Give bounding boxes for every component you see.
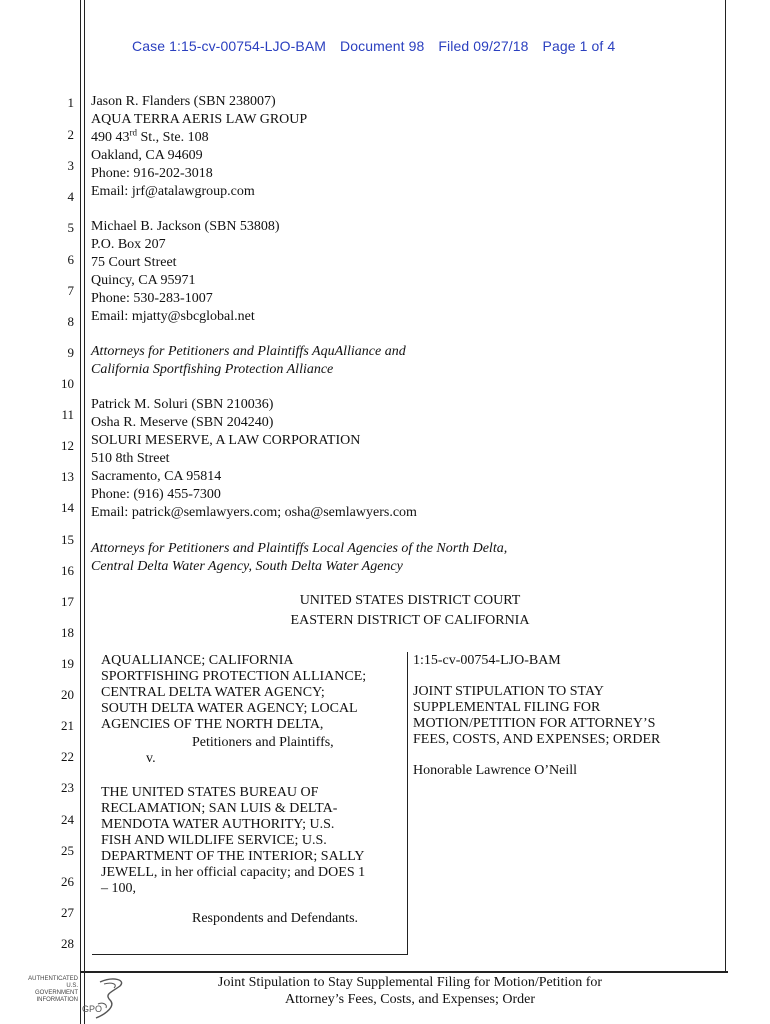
- case-header: [132, 38, 625, 54]
- attorneys-for-line: California Sportfishing Protection Alliance: [91, 362, 334, 377]
- line-number: 26: [61, 874, 74, 889]
- counsel-name: Patrick M. Soluri (SBN 210036): [91, 397, 274, 412]
- respondent-line: RECLAMATION; SAN LUIS & DELTA-: [101, 801, 338, 816]
- seal-text-line: U.S. GOVERNMENT: [34, 983, 78, 996]
- counsel-email: Email: patrick@semlawyers.com; osha@semlawyers.com: [91, 505, 417, 520]
- header-document-number: Document 98: [340, 38, 425, 54]
- counsel-name: Osha R. Meserve (SBN 204240): [91, 415, 274, 430]
- line-number: 24: [61, 812, 74, 827]
- counsel-street: 490 43rd St., Ste. 108: [91, 127, 209, 145]
- counsel-block-2: [91, 218, 280, 326]
- respondent-line: THE UNITED STATES BUREAU OF: [101, 785, 319, 800]
- line-number: 8: [67, 314, 74, 329]
- line-number: 4: [67, 189, 74, 204]
- petitioner-line: AGENCIES OF THE NORTH DELTA,: [101, 717, 324, 732]
- attorneys-for-line: Central Delta Water Agency, South Delta Water Agency: [91, 559, 403, 574]
- line-number: 11: [61, 407, 74, 422]
- line-number: 7: [67, 283, 74, 298]
- respondent-line: – 100,: [101, 881, 136, 896]
- line-number: 19: [61, 656, 74, 671]
- counsel-email: Email: jrf@atalawgroup.com: [91, 184, 255, 199]
- line-number: 5: [67, 220, 74, 235]
- left-margin-rule-inner: [84, 0, 85, 1024]
- line-number: 22: [61, 749, 74, 764]
- petitioner-line: SPORTFISHING PROTECTION ALLIANCE;: [101, 669, 367, 684]
- petitioner-line: CENTRAL DELTA WATER AGENCY;: [101, 685, 325, 700]
- line-number: 20: [61, 687, 74, 702]
- caption-case-info: [413, 653, 713, 779]
- document-title-line: SUPPLEMENTAL FILING FOR: [413, 700, 601, 715]
- petitioner-line: SOUTH DELTA WATER AGENCY; LOCAL: [101, 701, 358, 716]
- document-title-line: MOTION/PETITION FOR ATTORNEY’S: [413, 716, 656, 731]
- respondent-line: FISH AND WILDLIFE SERVICE; U.S.: [101, 833, 327, 848]
- respondent-line: DEPARTMENT OF THE INTERIOR; SALLY: [101, 849, 365, 864]
- respondents-role: Respondents and Defendants.: [192, 911, 359, 926]
- court-name: UNITED STATES DISTRICT COURT: [299, 593, 521, 608]
- counsel-street: 75 Court Street: [91, 255, 177, 270]
- counsel-phone: Phone: 530-283-1007: [91, 291, 213, 306]
- counsel-name: Jason R. Flanders (SBN 238007): [91, 94, 276, 109]
- counsel-city: Sacramento, CA 95814: [91, 469, 222, 484]
- court-heading: [90, 591, 730, 631]
- line-number: 14: [61, 500, 74, 515]
- counsel-city: Oakland, CA 94609: [91, 148, 203, 163]
- gpo-authentication-seal: [22, 974, 132, 1020]
- court-district: EASTERN DISTRICT OF CALIFORNIA: [290, 613, 530, 628]
- counsel-phone: Phone: (916) 455-7300: [91, 487, 221, 502]
- judge-name: Honorable Lawrence O’Neill: [413, 763, 578, 778]
- line-number: 18: [61, 625, 74, 640]
- footer-line: Joint Stipulation to Stay Supplemental Filing for Motion/Petition for: [217, 975, 603, 990]
- respondent-line: MENDOTA WATER AUTHORITY; U.S.: [101, 817, 335, 832]
- document-title-line: JOINT STIPULATION TO STAY: [413, 684, 604, 699]
- seal-text-line: AUTHENTICATED: [28, 976, 78, 982]
- line-number: 12: [61, 438, 74, 453]
- attorneys-for-line: Attorneys for Petitioners and Plaintiffs AquAlliance and: [91, 344, 406, 359]
- gpo-eagle-icon: [22, 974, 132, 1020]
- attorneys-for-block-1: [91, 343, 406, 379]
- line-number: 2: [67, 127, 74, 142]
- counsel-phone: Phone: 916-202-3018: [91, 166, 213, 181]
- line-number: 25: [61, 843, 74, 858]
- counsel-po-box: P.O. Box 207: [91, 237, 166, 252]
- respondent-line: JEWELL, in her official capacity; and DOES 1: [101, 865, 366, 880]
- seal-gpo-mark: GPO: [82, 1004, 103, 1014]
- document-title-line: FEES, COSTS, AND EXPENSES; ORDER: [413, 732, 661, 747]
- left-margin-rule-outer: [80, 0, 81, 1024]
- attorneys-for-block-2: [91, 540, 507, 576]
- counsel-firm: AQUA TERRA AERIS LAW GROUP: [91, 112, 308, 127]
- line-number: 10: [61, 376, 74, 391]
- counsel-block-1: [91, 93, 307, 201]
- footer-rule: [80, 971, 728, 973]
- line-number: 27: [61, 905, 74, 920]
- header-page-number: Page 1 of 4: [542, 38, 616, 54]
- counsel-firm: SOLURI MESERVE, A LAW CORPORATION: [91, 433, 361, 448]
- right-margin-rule: [725, 0, 726, 972]
- footer-line: Attorney’s Fees, Costs, and Expenses; Order: [284, 992, 536, 1007]
- counsel-name: Michael B. Jackson (SBN 53808): [91, 219, 280, 234]
- caption-divider: [407, 652, 408, 954]
- line-number: 17: [61, 594, 74, 609]
- counsel-street: 510 8th Street: [91, 451, 170, 466]
- attorneys-for-line: Attorneys for Petitioners and Plaintiffs Local Agencies of the North Delta,: [91, 541, 508, 556]
- line-number: 6: [67, 252, 74, 267]
- line-number: 9: [67, 345, 74, 360]
- line-number: 13: [61, 469, 74, 484]
- line-number: 23: [61, 780, 74, 795]
- versus: v.: [146, 751, 156, 766]
- petitioners-role: Petitioners and Plaintiffs,: [192, 735, 334, 750]
- counsel-email: Email: mjatty@sbcglobal.net: [91, 309, 255, 324]
- line-number: 15: [61, 532, 74, 547]
- caption-parties: [101, 653, 401, 927]
- counsel-city: Quincy, CA 95971: [91, 273, 196, 288]
- header-filed-date: Filed 09/27/18: [438, 38, 529, 54]
- line-number: 16: [61, 563, 74, 578]
- line-number: 28: [61, 936, 74, 951]
- line-number: 21: [61, 718, 74, 733]
- caption-bottom-rule: [92, 954, 408, 955]
- line-number: 3: [67, 158, 74, 173]
- page-footer: [150, 974, 670, 1008]
- line-number: 1: [67, 95, 74, 110]
- petitioner-line: AQUALLIANCE; CALIFORNIA: [101, 653, 294, 668]
- header-case-number: Case 1:15-cv-00754-LJO-BAM: [132, 38, 327, 54]
- seal-text-line: INFORMATION: [36, 997, 78, 1003]
- case-number: 1:15-cv-00754-LJO-BAM: [413, 653, 561, 668]
- counsel-block-3: [91, 396, 417, 522]
